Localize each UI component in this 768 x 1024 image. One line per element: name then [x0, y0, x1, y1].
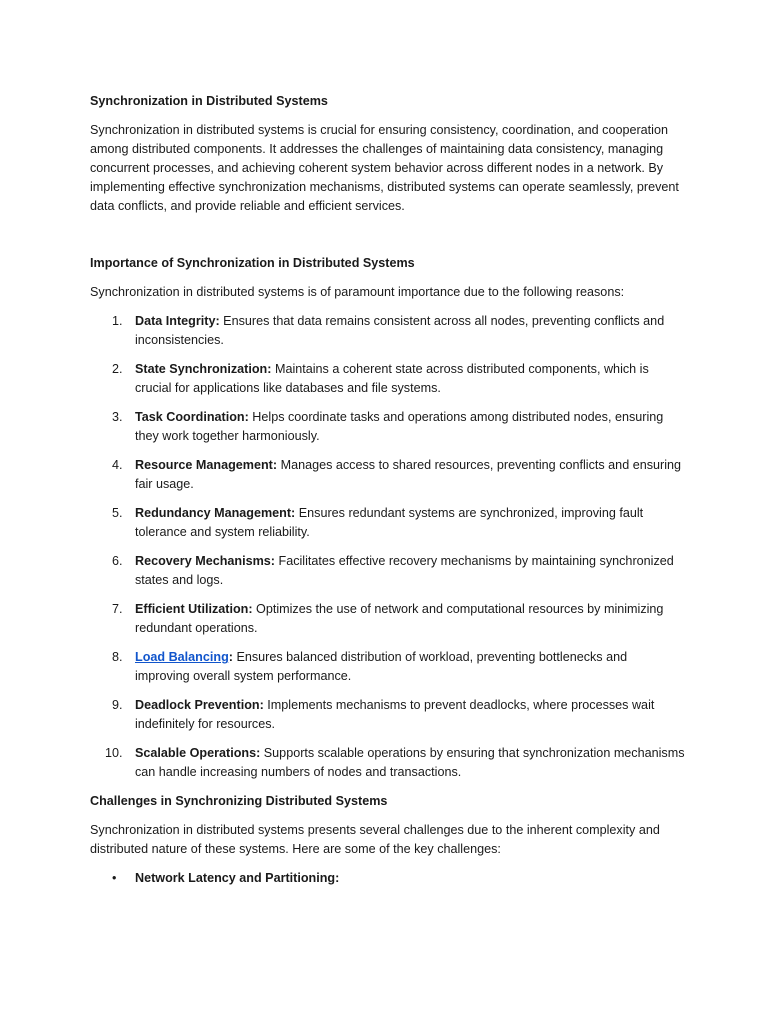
document-page — [90, 92, 685, 888]
section-heading-importance: Importance of Synchronization in Distributed Systems — [90, 256, 415, 270]
challenges-list — [90, 869, 685, 888]
list-item-term: Network Latency and Partitioning: — [135, 871, 340, 885]
list-item — [90, 312, 685, 350]
list-number: 3. — [112, 410, 123, 424]
list-item-term: Efficient Utilization: — [135, 602, 253, 616]
list-number: 6. — [112, 554, 123, 568]
section-paragraph-synchronization: Synchronization in distributed systems is crucial for ensuring consistency, coordination, and cooperation among distributed components. It addresses the challenges of maintaining data consistency, managing concurrent processes, and achieving coherent system behavior across different nodes in a network. By implementing effective synchronization mechanisms, distributed systems can operate seamlessly, prevent data conflicts, and provide reliable and efficient services. — [90, 123, 679, 213]
list-item — [90, 696, 685, 734]
list-number: 10. — [105, 746, 123, 760]
section-intro-importance: Synchronization in distributed systems is of paramount importance due to the following reasons: — [90, 285, 625, 299]
list-item-text: Ensures that data remains consistent across all nodes, preventing conflicts and inconsistencies. — [135, 314, 665, 347]
bullet-icon: • — [112, 871, 117, 885]
list-item-text: Ensures balanced distribution of workload, preventing bottlenecks and improving overall system performance. — [135, 650, 628, 683]
list-item — [90, 648, 685, 686]
list-item-text: Helps coordinate tasks and operations among distributed nodes, ensuring they work together harmoniously. — [135, 410, 664, 443]
list-item — [90, 869, 685, 888]
list-item-text: Maintains a coherent state across distributed components, which is crucial for applications like databases and file systems. — [135, 362, 649, 395]
list-number: 1. — [112, 314, 123, 328]
list-item — [90, 360, 685, 398]
list-item — [90, 408, 685, 446]
list-item — [90, 600, 685, 638]
list-item-text: Implements mechanisms to prevent deadlocks, where processes wait indefinitely for resources. — [135, 698, 655, 731]
list-item-term: Deadlock Prevention: — [135, 698, 264, 712]
list-item — [90, 744, 685, 782]
list-item — [90, 504, 685, 542]
list-number: 4. — [112, 458, 123, 472]
list-item-term: Recovery Mechanisms: — [135, 554, 275, 568]
list-item-term: Data Integrity: — [135, 314, 220, 328]
list-item-term: : — [228, 650, 233, 664]
list-item-term: Scalable Operations: — [135, 746, 261, 760]
list-item-text: Manages access to shared resources, preventing conflicts and ensuring fair usage. — [135, 458, 682, 491]
list-number: 2. — [112, 362, 123, 376]
list-item — [90, 456, 685, 494]
reasons-list — [90, 312, 685, 782]
list-item-term: Resource Management: — [135, 458, 278, 472]
list-item-text: Optimizes the use of network and computational resources by minimizing redundant operations. — [135, 602, 664, 635]
list-number: 8. — [112, 650, 123, 664]
list-item-text: Supports scalable operations by ensuring that synchronization mechanisms can handle increasing numbers of nodes and transactions. — [135, 746, 685, 779]
load-balancing-link[interactable]: Load Balancing — [135, 650, 229, 664]
list-item-term: Task Coordination: — [135, 410, 249, 424]
list-item-text: Facilitates effective recovery mechanisms by maintaining synchronized states and logs. — [135, 554, 674, 587]
section-heading-synchronization: Synchronization in Distributed Systems — [90, 94, 328, 108]
list-item-term: State Synchronization: — [135, 362, 272, 376]
list-item-term: Redundancy Management: — [135, 506, 296, 520]
section-intro-challenges: Synchronization in distributed systems presents several challenges due to the inherent complexity and distributed nature of these systems. Here are some of the key challenges: — [90, 823, 660, 856]
list-number: 5. — [112, 506, 123, 520]
list-item-text: Ensures redundant systems are synchronized, improving fault tolerance and system reliability. — [135, 506, 644, 539]
list-item — [90, 552, 685, 590]
list-number: 7. — [112, 602, 123, 616]
list-number: 9. — [112, 698, 123, 712]
section-heading-challenges: Challenges in Synchronizing Distributed Systems — [90, 794, 388, 808]
